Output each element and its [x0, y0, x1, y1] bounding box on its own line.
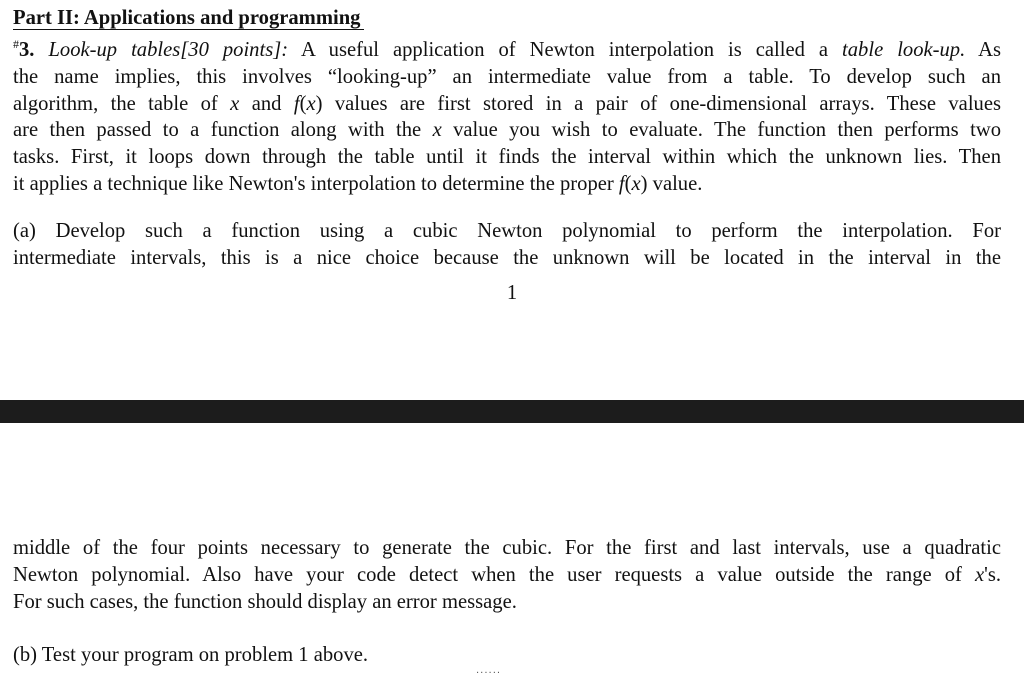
italic-term: table look-up.	[842, 39, 966, 61]
problem-3-line-3: algorithm, the table of x and f(x) values are first stored in a pair of one-dimensional arrays. These values	[13, 92, 1001, 115]
part-a-line-1: (a) Develop such a function using a cubic Newton polynomial to perform the interpolation. For	[13, 220, 1001, 242]
italic-term: x	[631, 172, 641, 195]
continued-line-2: Newton polynomial. Also have your code detect when the user requests a value outside the range of x's.	[13, 563, 1001, 586]
cutoff-text-fragment: ······	[476, 668, 502, 674]
problem-3-line-5: tasks. First, it loops down through the table until it finds the interval within which the unknown lies. Then	[13, 146, 1001, 169]
problem-number: 3.	[19, 39, 35, 61]
problem-3-line-4: are then passed to a function along with the x value you wish to evaluate. The function then performs two	[13, 119, 1001, 142]
problem-3-line-1	[13, 31, 1001, 64]
italic-term: f	[293, 92, 300, 115]
problem-marker: #	[13, 37, 19, 51]
italic-term: f	[618, 172, 625, 195]
part-a-paragraph	[13, 218, 1001, 272]
part-b-paragraph	[13, 642, 1001, 669]
italic-term: x	[306, 92, 316, 115]
page-divider	[0, 400, 1024, 423]
continued-line-3: For such cases, the function should display an error message.	[13, 590, 517, 613]
italic-term: x	[432, 119, 442, 142]
problem-3-line-6: it applies a technique like Newton's interpolation to determine the proper f(x) value.	[13, 172, 703, 195]
problem-3-paragraph	[13, 31, 1001, 198]
problem-title: Look-up tables[30 points]:	[48, 39, 289, 61]
page-number: 1	[506, 282, 518, 304]
problem-3-line-2: the name implies, this involves “looking-up” an intermediate value from a table. To develop such an	[13, 65, 1001, 88]
continued-line-1: middle of the four points necessary to generate the cubic. For the first and last intervals, use a quadratic	[13, 537, 1001, 559]
part-a-continued-paragraph	[13, 535, 1001, 615]
part-a-line-2: intermediate intervals, this is a nice choice because the unknown will be located in the interval in the	[13, 246, 1001, 269]
italic-term: x	[230, 92, 240, 115]
problem-line-1-text: A useful application of Newton interpolation is called a table look-up. As	[300, 39, 1002, 61]
section-heading: Part II: Applications and programming	[13, 5, 364, 31]
italic-term: x	[974, 563, 985, 586]
part-b-line: (b) Test your program on problem 1 above.	[13, 644, 369, 666]
